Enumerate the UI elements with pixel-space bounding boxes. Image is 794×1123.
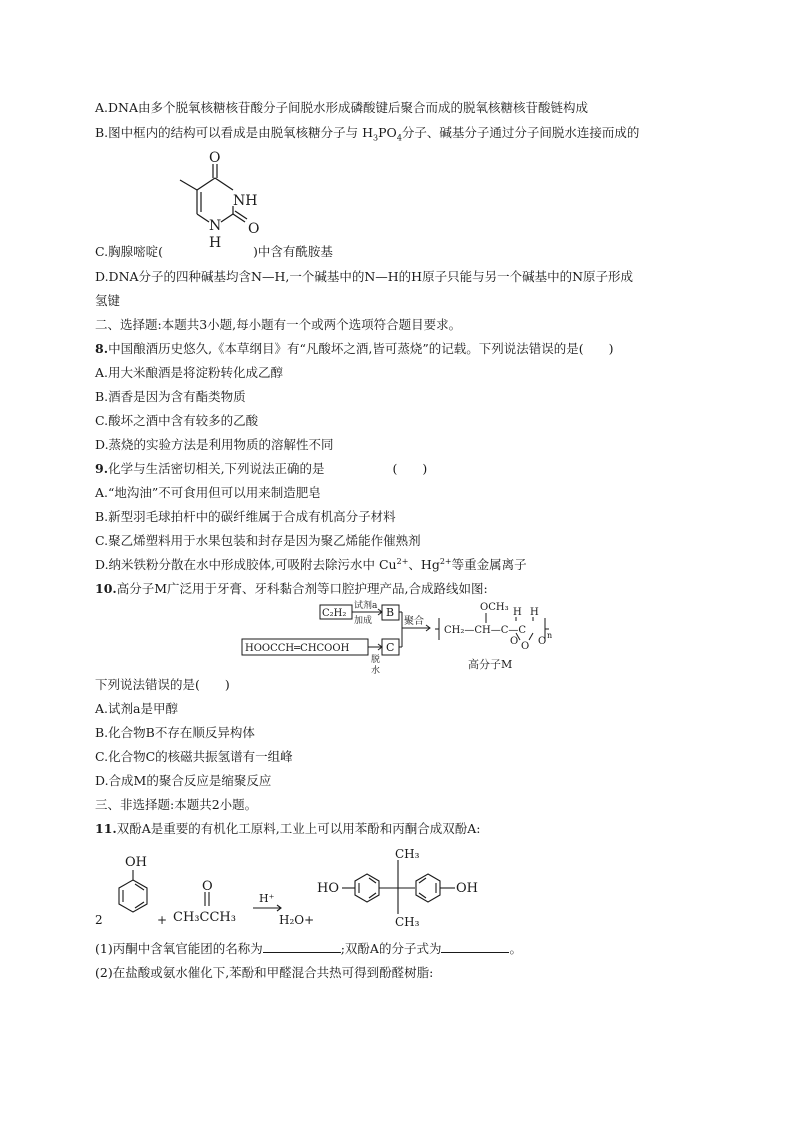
scheme-dehydrate-1: 脱 (371, 655, 381, 665)
q9-option-b: B.新型羽毛球拍杆中的碳纤维属于合成有机高分子材料 (95, 509, 396, 524)
scheme-addition: 加成 (354, 616, 373, 626)
scheme-o-3: O (538, 636, 547, 647)
scheme-och3: OCH₃ (480, 602, 509, 613)
q10-option-c: C.化合物C的核磁共振氢谱有一组峰 (95, 749, 293, 764)
q11-stem (95, 820, 481, 838)
bpa-ch3-bottom: CH₃ (395, 915, 420, 929)
q10-option-d: D.合成M的聚合反应是缩聚反应 (95, 773, 272, 788)
scheme-product-label: 高分子M (468, 658, 513, 671)
q11-p1-text-3: 。 (509, 941, 522, 956)
catalyst-label: H⁺ (259, 892, 275, 905)
thymine-h-bottom: H (209, 235, 222, 251)
q9-stem-text: 化学与生活密切相关,下列说法正确的是 (108, 461, 325, 476)
scheme-c2h2: C₂H₂ (322, 608, 347, 619)
q9-d-sup-1: 2+ (396, 556, 409, 566)
q7-b-text-2: PO (378, 125, 397, 140)
section-2-heading: 二、选择题:本题共3小题,每小题有一个或两个选项符合题目要求。 (95, 317, 462, 332)
q9-option-d (95, 556, 527, 574)
q10-stem (95, 580, 488, 598)
scheme-compound-c: C (386, 641, 395, 654)
scheme-compound-b: B (386, 606, 395, 619)
answer-blank-functional-group[interactable] (263, 940, 341, 953)
q7-c-text-2: )中含有酰胺基 (252, 244, 333, 259)
scheme-h-2: H (530, 607, 539, 618)
q9-d-text-3: 等重金属离子 (451, 557, 527, 572)
acetone-formula: CH₃CCH₃ (173, 910, 236, 925)
thymine-nh: NH (233, 193, 258, 209)
q9-d-sup-2: 2+ (439, 556, 452, 566)
section-3-heading: 三、非选择题:本题共2小题。 (95, 797, 258, 812)
q10-number: 10. (95, 581, 117, 596)
q11-number: 11. (95, 821, 117, 836)
q10-option-b: B.化合物B不存在顺反异构体 (95, 725, 255, 740)
scheme-polymerize: 聚合 (404, 616, 424, 627)
scheme-start-material: HOOCCH═CHCOOH (245, 643, 350, 654)
q8-option-b: B.酒香是因为含有酯类物质 (95, 389, 246, 404)
q8-option-a: A.用大米酿酒是将淀粉转化成乙醇 (95, 365, 284, 380)
bpa-ch3-top: CH₃ (395, 847, 420, 861)
q11-part-1 (95, 940, 522, 958)
q7-option-d-line2: 氢键 (95, 293, 121, 308)
q11-part-2: (2)在盐酸或氨水催化下,苯酚和甲醛混合共热可得到酚醛树脂: (95, 965, 434, 980)
q10-stem-text: 高分子M广泛用于牙膏、牙科黏合剂等口腔护理产品,合成路线如图: (116, 581, 488, 596)
q11-stem-text: 双酚A是重要的有机化工原料,工业上可以用苯酚和丙酮合成双酚A: (116, 821, 481, 836)
scheme-h-1: H (513, 607, 522, 618)
q7-option-d-line1: D.DNA分子的四种碱基均含N—H,一个碱基中的N—H的H原子只能与另一个碱基中的N原子形成 (95, 269, 634, 284)
equation-plus: + (157, 913, 168, 927)
scheme-chain: CH₂—CH—C—C (444, 625, 527, 636)
thymine-n-bottom: N (209, 218, 222, 234)
q7-b-sub-3: 3 (373, 133, 379, 143)
q9-option-a: A.“地沟油”不可食用但可以用来制造肥皂 (95, 485, 321, 500)
q9-d-text-2: 、Hg (408, 557, 440, 572)
thymine-structure (175, 148, 275, 256)
q7-option-c (95, 243, 333, 261)
q8-stem-text: 中国酿酒历史悠久,《本草纲目》有“凡酸坏之酒,皆可蒸烧”的记载。下列说法错误的是( ) (108, 341, 614, 356)
scheme-n: n (547, 631, 553, 640)
phenol-oh: OH (125, 855, 147, 870)
thymine-o-top: O (209, 150, 221, 166)
bpa-ho-left: HO (317, 881, 339, 896)
q9-number: 9. (95, 461, 109, 476)
q8-option-c: C.酸坏之酒中含有较多的乙酸 (95, 413, 259, 428)
q7-b-text-1: B.图中框内的结构可以看成是由脱氧核糖分子与 H (95, 125, 374, 140)
scheme-dehydrate-2: 水 (371, 666, 381, 676)
bpa-oh-right: OH (456, 881, 478, 896)
water-product: H₂O+ (279, 913, 315, 927)
q8-number: 8. (95, 341, 109, 356)
scheme-reagent-a: 试剂a (354, 601, 378, 611)
q11-p1-text-1: (1)丙酮中含氧官能团的名称为 (95, 941, 263, 956)
bisphenol-a-equation (95, 842, 515, 932)
q7-b-text-3: 分子、碱基分子通过分子间脱水连接而成的 (401, 125, 640, 140)
q8-option-d: D.蒸烧的实验方法是利用物质的溶解性不同 (95, 437, 334, 452)
q9-option-c: C.聚乙烯塑料用于水果包装和封存是因为聚乙烯能作催熟剂 (95, 533, 421, 548)
q11-p1-text-2: ;双酚A的分子式为 (340, 941, 442, 956)
q7-c-text-1: C.胸腺嘧啶( (95, 244, 163, 259)
scheme-o-1: O (510, 636, 519, 647)
acetone-o: O (202, 879, 213, 894)
q7-option-b (95, 124, 639, 142)
scheme-o-2: O (521, 641, 530, 652)
equation-coefficient: 2 (95, 913, 103, 927)
q9-d-text-1: D.纳米铁粉分散在水中形成胶体,可吸附去除污水中 Cu (95, 557, 397, 572)
q9-paren: ( ) (392, 461, 428, 476)
q9-stem (95, 460, 427, 478)
q8-stem (95, 340, 614, 358)
answer-blank-formula[interactable] (441, 940, 509, 953)
q10-question: 下列说法错误的是( ) (95, 677, 230, 692)
q10-option-a: A.试剂a是甲醇 (95, 701, 178, 716)
q7-b-sub-4: 4 (396, 133, 402, 143)
q7-option-a: A.DNA由多个脱氧核糖核苷酸分子间脱水形成磷酸键后聚合而成的脱氧核糖核苷酸链构成 (95, 100, 588, 115)
q10-synthesis-scheme (240, 600, 585, 680)
thymine-o-right: O (248, 221, 260, 237)
